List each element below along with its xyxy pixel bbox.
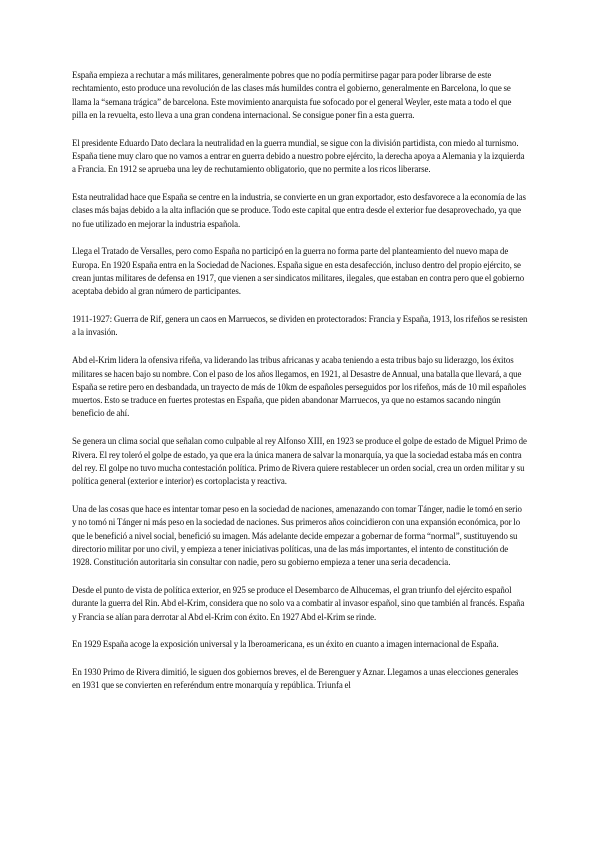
paragraph-9: Desde el punto de vista de política exterior, en 925 se produce el Desembarco de Alhucemas, el gran triunfo del ejército español durante la guerra del Rin. Abd el-Krim, considera que no solo va a combatir al invasor español, sino que también al francés. España y Francia se alían para derrotar al Abd el-Krim con éxito. En 1927 Abd el-Krim se rinde. [72,584,525,622]
paragraph-4: Llega el Tratado de Versalles, pero como España no participó en la guerra no forma parte del planteamiento del nuevo mapa de Europa. En 1920 España entra en la Sociedad de Naciones. España sigue en esta desafección, incluso dentro del propio ejército, se crean juntas militares de defensa en 1917, que vienen a ser sindicatos militares, ilegales, que estaban en contra pero que el gobierno aceptaba debido al gran número de participantes. [72,246,525,297]
document-page [72,69,528,707]
paragraph-6: Abd el-Krim lidera la ofensiva rifeña, va liderando las tribus africanas y acaba teniendo a esta tribus bajo su liderazgo, los éxitos militares se hacen bajo su nombre. Con el paso de los años llegamos, en 1921, al Desastre de Annual, una batalla que llevará, a que España se retire pero en desbandada, un trayecto de más de 10km de españoles perseguidos por los rifeños, más de 10 mil españoles muertos. Esto se traduce en fuertes protestas en España, que piden abandonar Marruecos, ya que no estamos sacando ningún beneficio de ahí. [72,355,526,419]
paragraph-1: España empieza a rechutar a más militares, generalmente pobres que no podía permitirse pagar para poder librarse de este rechtamiento, esto produce una revolución de las clases más humildes contra el gobierno, generalmente en Barcelona, lo que se llama la “semana trágica” de barcelona. Este movimiento anarquista fue sofocado por el general Weyler, este mata a todo el que pilla en la revuelta, esto lleva a una gran condena internacional. Se consigue poner fin a esta guerra. [72,70,512,120]
paragraph-8: Una de las cosas que hace es intentar tomar peso en la sociedad de naciones, amenazando con tomar Tánger, nadie le tomó en serio y no tomó ni Tánger ni más peso en la sociedad de naciones. Sus primeros años coincidieron con una expansión económica, por lo que le benefició a nivel social, benefició su imagen. Más adelante decide empezar a gobernar de forma “normal”, sustituyendo su directorio militar por uno civil, y empieza a tener iniciativas políticas, una de las más importantes, el intento de constitución de 1928. Constitución autoritaria sin consultar con nadie, pero su gobierno empieza a tener una seria decadencia. [72,503,522,568]
paragraph-5: 1911-1927: Guerra de Rif, genera un caos en Marruecos, se dividen en protectorados: Francia y España, 1913, los rifeños se resisten a la invasión. [72,314,528,338]
paragraph-11: En 1930 Primo de Rivera dimitió, le siguen dos gobiernos breves, el de Berenguer y Aznar. Llegamos a unas elecciones generales en 1931 que se convierten en referéndum entre monarquía y república. Triunfa el [72,667,519,691]
paragraph-3: Esta neutralidad hace que España se centre en la industria, se convierte en un gran exportador, esto desfavorece a la economía de las clases más bajas debido a la alta inflación que se produce. Todo este capital que entra desde el exterior fue desaprovechado, ya que no fue utilizado en mejorar la industria española. [72,192,526,229]
paragraph-10: En 1929 España acoge la exposición universal y la Iberoamericana, es un éxito en cuanto a imagen internacional de España. [72,639,499,650]
paragraph-7: Se genera un clima social que señalan como culpable al rey Alfonso XIII, en 1923 se produce el golpe de estado de Miguel Primo de Rivera. El rey toleró el golpe de estado, ya que era la única manera de salvar la monarquía, ya que la sociedad estaba más en contra del rey. El golpe no tuvo mucha contestación política. Primo de Rivera quiere restablecer un orden social, crea un orden militar y su política general (exterior e interior) es cortoplacista y reactiva. [72,436,527,487]
paragraph-2: El presidente Eduardo Dato declara la neutralidad en la guerra mundial, se sigue con la división partidista, con miedo al turnismo. España tiene muy claro que no vamos a entrar en guerra debido a nuestro pobre ejército, la derecha apoya a Alemania y la izquierda a Francia. En 1912 se aprueba una ley de rechutamiento obligatorio, que no permite a los ricos liberarse. [72,137,525,175]
